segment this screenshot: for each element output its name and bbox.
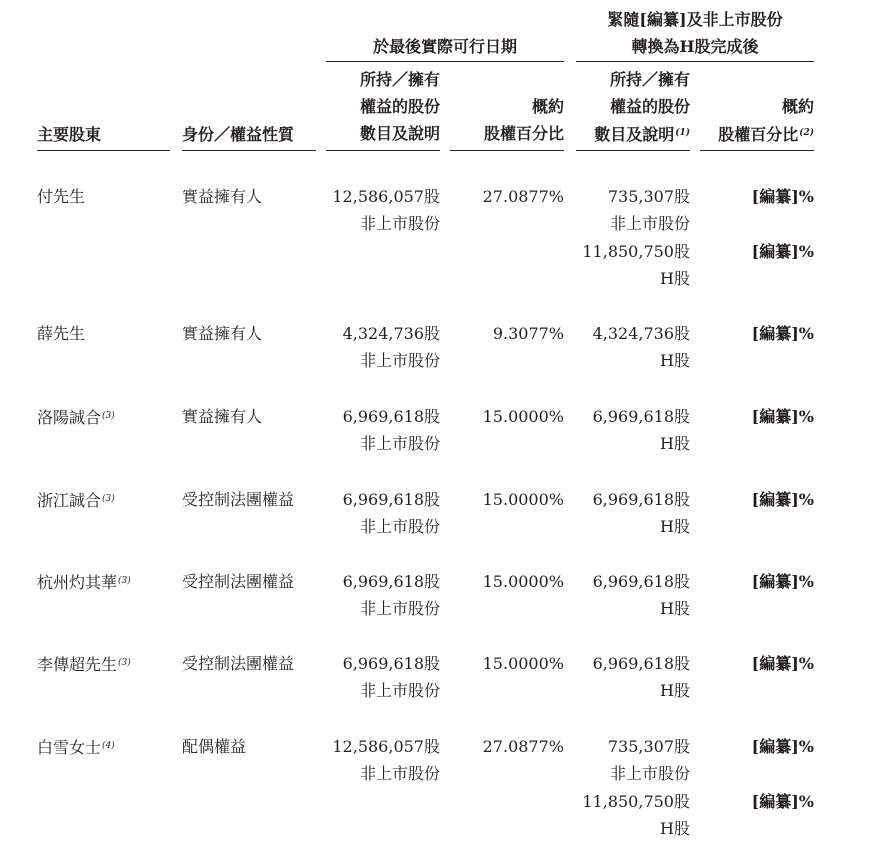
shares-after: 11,850,750股 bbox=[582, 242, 690, 261]
col-header-shares-latest-line: 數目及說明 bbox=[359, 124, 440, 143]
pct-after: [編纂]% bbox=[751, 572, 814, 591]
group-header-after-line2: 轉換為H股完成後 bbox=[631, 37, 759, 56]
share-type-latest: 非上市股份 bbox=[359, 434, 440, 453]
pct-latest: 9.3077% bbox=[492, 324, 564, 343]
shares-latest: 6,969,618股 bbox=[342, 490, 440, 509]
share-type-after: H股 bbox=[660, 681, 690, 700]
col-header-shares-after-text: 數目及說明 bbox=[594, 125, 675, 144]
share-type-after: H股 bbox=[660, 599, 690, 618]
col-header-capacity: 身份／權益性質 bbox=[182, 125, 295, 144]
shareholder-name bbox=[37, 486, 115, 514]
shares-latest: 12,586,057股 bbox=[332, 737, 440, 756]
shares-after: 6,969,618股 bbox=[592, 490, 690, 509]
group-rule-after bbox=[576, 61, 814, 62]
shares-after: 4,324,736股 bbox=[592, 324, 690, 343]
col-header-shares-after-line bbox=[576, 120, 690, 148]
shares-latest: 6,969,618股 bbox=[342, 572, 440, 591]
capacity: 受控制法團權益 bbox=[182, 572, 295, 591]
share-type-after: H股 bbox=[660, 434, 690, 453]
col-header-shareholder: 主要股東 bbox=[37, 125, 102, 144]
col-header-shares-after-line: 所持／擁有 bbox=[609, 70, 690, 89]
footnote-ref: (3) bbox=[118, 658, 131, 668]
col-header-shares-latest bbox=[326, 66, 440, 147]
share-type-after: 非上市股份 bbox=[609, 764, 690, 783]
share-type-latest: 非上市股份 bbox=[359, 517, 440, 536]
capacity: 配偶權益 bbox=[182, 737, 247, 756]
col-header-shares-latest-line: 權益的股份 bbox=[359, 97, 440, 116]
shareholder-name bbox=[37, 733, 115, 761]
pct-latest: 15.0000% bbox=[482, 572, 564, 591]
pct-after: [編纂]% bbox=[751, 324, 814, 343]
shareholder-name bbox=[37, 568, 131, 596]
shareholder-name-text: 李傳超先生 bbox=[37, 655, 118, 674]
share-type-latest: 非上市股份 bbox=[359, 599, 440, 618]
shareholder-name bbox=[37, 320, 85, 347]
col-rule-shares-after bbox=[576, 150, 690, 151]
pct-after: [編纂]% bbox=[751, 242, 814, 261]
shareholder-name bbox=[37, 183, 85, 210]
footnote-ref: (1) bbox=[675, 128, 690, 138]
pct-after: [編纂]% bbox=[751, 187, 814, 206]
pct-after: [編纂]% bbox=[751, 792, 814, 811]
share-type-latest: 非上市股份 bbox=[359, 351, 440, 370]
share-type-latest: 非上市股份 bbox=[359, 764, 440, 783]
share-type-after: H股 bbox=[660, 269, 690, 288]
shares-after: 6,969,618股 bbox=[592, 654, 690, 673]
col-rule-shareholder bbox=[37, 150, 170, 151]
share-type-after: H股 bbox=[660, 351, 690, 370]
col-rule-pct-latest bbox=[450, 150, 564, 151]
pct-latest: 15.0000% bbox=[482, 407, 564, 426]
pct-latest: 27.0877% bbox=[482, 737, 564, 756]
shareholder-name bbox=[37, 403, 115, 431]
shares-after: 11,850,750股 bbox=[582, 792, 690, 811]
shareholder-name-text: 白雪女士 bbox=[37, 738, 102, 757]
col-rule-pct-after bbox=[700, 150, 814, 151]
group-header-after-line1: 緊隨[編纂]及非上市股份 bbox=[607, 10, 783, 29]
share-type-latest: 非上市股份 bbox=[359, 681, 440, 700]
col-rule-capacity bbox=[182, 150, 316, 151]
share-type-latest: 非上市股份 bbox=[359, 214, 440, 233]
shares-latest: 12,586,057股 bbox=[332, 187, 440, 206]
pct-after: [編纂]% bbox=[751, 737, 814, 756]
shareholder-name-text: 浙江誠合 bbox=[37, 491, 102, 510]
shareholder-name bbox=[37, 650, 131, 678]
col-header-pct-after bbox=[700, 93, 814, 148]
col-header-pct-latest-line: 概約 bbox=[531, 97, 564, 116]
pct-after: [編纂]% bbox=[751, 490, 814, 509]
col-header-shares-after bbox=[576, 66, 690, 148]
shares-after: 6,969,618股 bbox=[592, 572, 690, 591]
shareholder-name-text: 洛陽誠合 bbox=[37, 408, 102, 427]
capacity: 實益擁有人 bbox=[182, 407, 263, 426]
shares-after: 6,969,618股 bbox=[592, 407, 690, 426]
shares-latest: 6,969,618股 bbox=[342, 654, 440, 673]
col-header-pct-latest bbox=[450, 93, 564, 147]
shareholder-name-text: 杭州灼其華 bbox=[37, 573, 118, 592]
capacity: 實益擁有人 bbox=[182, 187, 263, 206]
shareholder-name-text: 付先生 bbox=[37, 187, 86, 206]
footnote-ref: (4) bbox=[102, 741, 115, 751]
footnote-ref: (3) bbox=[102, 494, 115, 504]
group-header-latest: 於最後實際可行日期 bbox=[372, 37, 517, 56]
capacity: 受控制法團權益 bbox=[182, 654, 295, 673]
share-type-after: H股 bbox=[660, 819, 690, 838]
shares-after: 735,307股 bbox=[607, 737, 690, 756]
share-type-after: 非上市股份 bbox=[609, 214, 690, 233]
footnote-ref: (2) bbox=[799, 128, 814, 138]
col-header-pct-after-line bbox=[700, 120, 814, 148]
pct-after: [編纂]% bbox=[751, 654, 814, 673]
shares-after: 735,307股 bbox=[607, 187, 690, 206]
footnote-ref: (3) bbox=[118, 576, 131, 586]
col-header-pct-latest-line: 股權百分比 bbox=[483, 124, 564, 143]
col-header-pct-after-text: 股權百分比 bbox=[718, 125, 799, 144]
col-rule-shares-latest bbox=[326, 150, 440, 151]
footnote-ref: (3) bbox=[102, 411, 115, 421]
col-header-pct-after-line: 概約 bbox=[781, 97, 814, 116]
share-type-after: H股 bbox=[660, 517, 690, 536]
pct-after: [編纂]% bbox=[751, 407, 814, 426]
shares-latest: 4,324,736股 bbox=[342, 324, 440, 343]
shareholder-name-text: 薛先生 bbox=[37, 324, 86, 343]
group-rule-latest bbox=[326, 61, 564, 62]
pct-latest: 27.0877% bbox=[482, 187, 564, 206]
pct-latest: 15.0000% bbox=[482, 654, 564, 673]
capacity: 實益擁有人 bbox=[182, 324, 263, 343]
col-header-shares-latest-line: 所持／擁有 bbox=[359, 70, 440, 89]
shares-latest: 6,969,618股 bbox=[342, 407, 440, 426]
capacity: 受控制法團權益 bbox=[182, 490, 295, 509]
pct-latest: 15.0000% bbox=[482, 490, 564, 509]
col-header-shares-after-line: 權益的股份 bbox=[609, 97, 690, 116]
